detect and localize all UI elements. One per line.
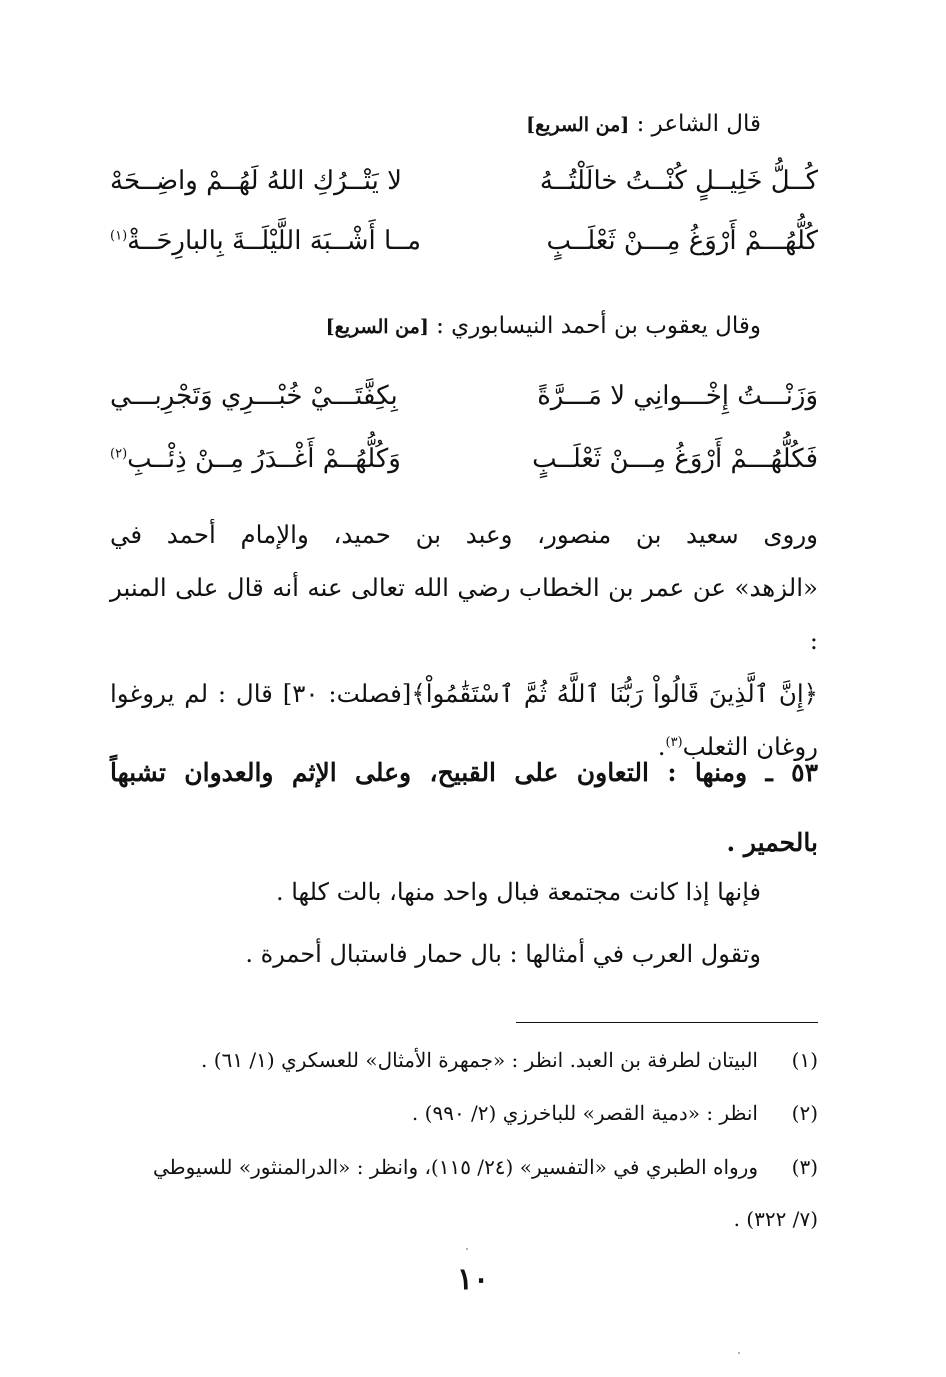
poem-2-verse-1-first-hemistich: وَزَنْـــتُ إِخْـــوانِي لا مَـــرَّةً (537, 381, 818, 411)
footnote-2-text: انظر : «دمية القصر» للباخرزي (٢/ ٩٩٠) . (411, 1101, 758, 1125)
footnote-separator (516, 1022, 818, 1023)
poem-1-verse-2-second-hemistich (110, 213, 421, 269)
section-line-1: فإنها إذا كانت مجتمعة فبال واحد منها، بالت كلها . (275, 878, 761, 906)
paragraph-line-2: «الزهد» عن عمر بن الخطاب رضي الله تعالى عنه أنه قال على المنبر : (110, 573, 818, 655)
footnote-2 (110, 1087, 818, 1139)
footnote-2-number: (٢) (791, 1101, 818, 1125)
poem-2-verse-2-second-text: وَكُلُّهُــمْ أَغْــدَرُ مِــنْ ذِئْــبِ (127, 444, 401, 474)
poem-1-meter: [من السريع] (526, 114, 630, 136)
body-paragraph (110, 508, 818, 773)
poem-2-intro-text: وقال يعقوب بن أحمد النيسابوري : (436, 313, 761, 339)
footnote-3-continuation: (٧/ ٣٢٢) . (733, 1207, 818, 1231)
footnote-1 (110, 1034, 818, 1086)
section-heading-line-2: بالحمير . (726, 828, 818, 857)
poem-2-meter: [من السريع] (325, 316, 429, 338)
poem-2-verse-2-first-hemistich: فَكُلُّهُـــمْ أَرْوَغُ مِـــنْ ثَعْلَــبٍ (532, 444, 818, 474)
poem-1-intro (526, 108, 761, 141)
paragraph-line-3: ﴿إِنَّ ٱلَّذِينَ قَالُواْ رَبُّنَا ٱللَّهُ ثُمَّ ٱسْتَقَٰمُواْ﴾[فصلت: ٣٠] قال : لم يروغوا (110, 679, 818, 708)
poem-1-verse-2 (110, 213, 818, 269)
footnote-ref-1: (١) (110, 228, 128, 244)
scan-speck (738, 1352, 740, 1354)
poem-1-verse-1-first-hemistich: كُــلُّ خَلِيــلٍ كُنْــتُ خالَلْتُــهُ (539, 166, 818, 196)
footnote-1-number: (١) (791, 1048, 818, 1072)
poem-2-verse-2 (110, 431, 818, 487)
poem-1-verse-1-second-hemistich: لا يَتْــرُكِ اللهُ لَهُــمْ واضِــحَهْ (110, 166, 402, 196)
footnote-ref-2: (٢) (110, 446, 128, 462)
footnote-1-text: البيتان لطرفة بن العبد. انظر : «جمهرة الأمثال» للعسكري (١/ ٦١) . (201, 1048, 758, 1072)
paragraph-line-4-text: روغان الثعلب (682, 732, 818, 761)
poem-2-intro (326, 310, 761, 343)
poem-1-verse-1 (110, 153, 818, 209)
section-heading-line-1: ٥٣ ـ ومنها : التعاون على القبيح، وعلى الإثم والعدوان تشبهاً (110, 758, 818, 787)
footnote-3-number: (٣) (791, 1155, 818, 1179)
poem-2-verse-1-second-hemistich: بِكِفَّتَـــيْ خُبْـــرِي وَتَجْرِبـــي (110, 381, 398, 411)
scan-speck (466, 1248, 468, 1250)
page-number: ١٠ (456, 1262, 490, 1297)
poem-1-intro-text: قال الشاعر : (636, 111, 761, 137)
section-heading (110, 738, 818, 878)
paragraph-line-1: وروى سعيد بن منصور، وعبد بن حميد، والإمام أحمد في (110, 520, 818, 549)
footnote-3 (110, 1141, 818, 1245)
poem-1-verse-2-first-hemistich: كُلُّهُـــمْ أَرْوَغُ مِـــنْ ثَعْلَــبٍ (546, 226, 818, 256)
poem-1-verse-2-second-text: مــا أَشْــبَهَ اللَّيْلَــةَ بِالبارِحَــةْ (127, 226, 422, 256)
paragraph-line-4-end: . (657, 732, 666, 761)
footnote-ref-3: (٣) (665, 734, 683, 750)
footnote-3-text: ورواه الطبري في «التفسير» (٢٤/ ١١٥)، وانظر : «الدرالمنثور» للسيوطي (153, 1155, 758, 1179)
poem-2-verse-1 (110, 368, 818, 424)
section-line-2: وتقول العرب في أمثالها : بال حمار فاستبال أحمرة . (245, 940, 761, 968)
poem-2-verse-2-second-hemistich (110, 431, 401, 487)
